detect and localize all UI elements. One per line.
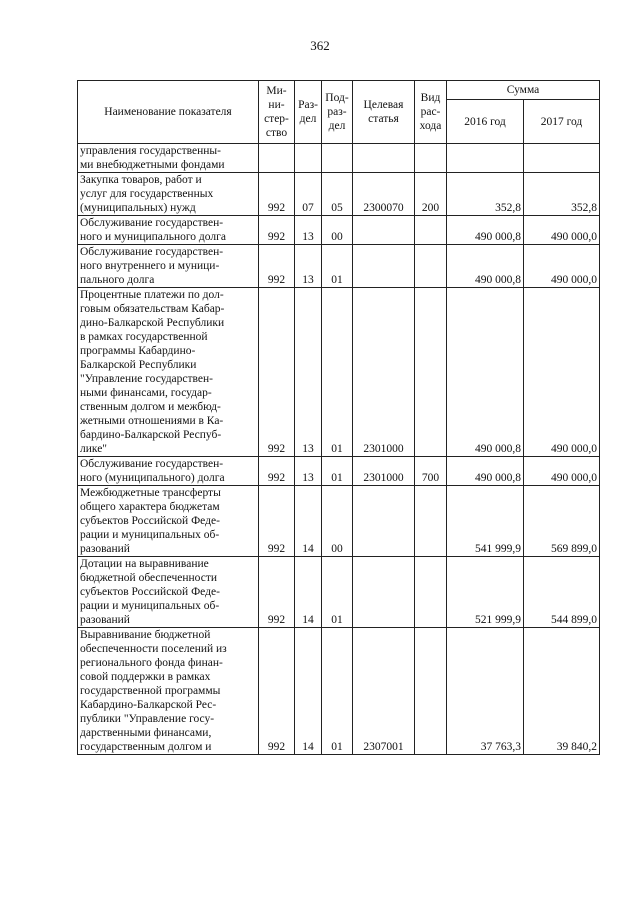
row-target: 2300070 [353, 173, 415, 216]
row-name: Дотации на выравнивание бюджетной обеспеченности субъектов Российской Феде- рации и муниципальных об- разований [78, 557, 259, 628]
row-ministry: 992 [259, 628, 295, 755]
row-expense-type [415, 628, 447, 755]
row-section: 13 [295, 245, 322, 288]
row-ministry: 992 [259, 216, 295, 245]
header-section [295, 81, 322, 144]
row-ministry: 992 [259, 557, 295, 628]
row-sum-2016 [447, 144, 524, 173]
row-subsection: 05 [322, 173, 353, 216]
row-expense-type [415, 486, 447, 557]
row-target [353, 144, 415, 173]
header-section-label: Раз- дел [298, 99, 318, 125]
row-section: 14 [295, 557, 322, 628]
row-target: 2301000 [353, 457, 415, 486]
table-row [78, 216, 600, 245]
header-name: Наименование показателя [78, 81, 259, 144]
row-sum-2017: 39 840,2 [524, 628, 600, 755]
table-row [78, 173, 600, 216]
row-expense-type [415, 144, 447, 173]
header-expense-type [415, 81, 447, 144]
row-sum-2016: 490 000,8 [447, 245, 524, 288]
table-row [78, 557, 600, 628]
row-sum-2016: 521 999,9 [447, 557, 524, 628]
row-expense-type: 200 [415, 173, 447, 216]
row-name: Межбюджетные трансферты общего характера бюджетам субъектов Российской Феде- рации и муниципальных об- разований [78, 486, 259, 557]
row-sum-2017: 490 000,0 [524, 216, 600, 245]
row-sum-2016: 37 763,3 [447, 628, 524, 755]
row-name: Выравнивание бюджетной обеспеченности поселений из регионального фонда финан- совой поддержки в рамках государственной программы Кабардино-Балкарской Рес- публики "Управление госу- дарственными финансами, государственным долгом и [78, 628, 259, 755]
row-name: Закупка товаров, работ и услуг для государственных (муниципальных) нужд [78, 173, 259, 216]
row-section: 14 [295, 486, 322, 557]
row-sum-2017: 490 000,0 [524, 245, 600, 288]
row-target [353, 557, 415, 628]
row-ministry: 992 [259, 288, 295, 457]
row-sum-2016: 352,8 [447, 173, 524, 216]
header-sum: Сумма [447, 81, 600, 100]
row-subsection: 01 [322, 457, 353, 486]
row-sum-2017 [524, 144, 600, 173]
header-ministry-label: Ми- ни- стер- ство [264, 85, 289, 139]
row-sum-2017: 490 000,0 [524, 457, 600, 486]
table-row [78, 245, 600, 288]
header-year-2017: 2017 год [524, 100, 600, 144]
row-section: 14 [295, 628, 322, 755]
header-subsection [322, 81, 353, 144]
row-target: 2301000 [353, 288, 415, 457]
row-sum-2016: 490 000,8 [447, 216, 524, 245]
row-name: Обслуживание государствен- ного внутреннего и муници- пального долга [78, 245, 259, 288]
row-name: Обслуживание государствен- ного (муниципального) долга [78, 457, 259, 486]
row-section: 07 [295, 173, 322, 216]
row-sum-2016: 490 000,8 [447, 288, 524, 457]
table-row [78, 628, 600, 755]
row-ministry: 992 [259, 486, 295, 557]
row-section: 13 [295, 288, 322, 457]
row-sum-2017: 544 899,0 [524, 557, 600, 628]
row-ministry: 992 [259, 173, 295, 216]
row-target: 2307001 [353, 628, 415, 755]
row-section: 13 [295, 216, 322, 245]
table-body [78, 144, 600, 755]
row-ministry: 992 [259, 457, 295, 486]
row-ministry: 992 [259, 245, 295, 288]
row-subsection: 00 [322, 216, 353, 245]
row-expense-type [415, 557, 447, 628]
header-expense-type-label: Вид рас- хода [419, 92, 442, 132]
row-expense-type: 700 [415, 457, 447, 486]
row-expense-type [415, 245, 447, 288]
row-subsection: 01 [322, 245, 353, 288]
row-target [353, 486, 415, 557]
header-year-2016: 2016 год [447, 100, 524, 144]
row-name: Процентные платежи по дол- говым обязательствам Кабар- дино-Балкарской Республики в рамках государственной программы Кабардино- Балкарской Республики "Управление государствен- ными финансами, государ- ственным долгом и межбюд- жетными отношениями в Ка- бардино-Балкарской Респуб- лике" [78, 288, 259, 457]
row-sum-2017: 352,8 [524, 173, 600, 216]
row-subsection: 01 [322, 557, 353, 628]
table-row [78, 457, 600, 486]
row-sum-2016: 490 000,8 [447, 457, 524, 486]
header-ministry [259, 81, 295, 144]
row-subsection: 01 [322, 288, 353, 457]
budget-table [77, 80, 600, 755]
row-ministry [259, 144, 295, 173]
row-subsection: 00 [322, 486, 353, 557]
row-subsection: 01 [322, 628, 353, 755]
table-row [78, 288, 600, 457]
row-target [353, 216, 415, 245]
header-subsection-label: Под- раз- дел [325, 92, 349, 132]
row-subsection [322, 144, 353, 173]
row-sum-2017: 569 899,0 [524, 486, 600, 557]
row-sum-2016: 541 999,9 [447, 486, 524, 557]
table-row [78, 486, 600, 557]
header-target-label: Целевая статья [363, 99, 404, 125]
row-target [353, 245, 415, 288]
header-target [353, 81, 415, 144]
table-row [78, 144, 600, 173]
row-name: управления государственны- ми внебюджетными фондами [78, 144, 259, 173]
row-sum-2017: 490 000,0 [524, 288, 600, 457]
row-expense-type [415, 216, 447, 245]
row-expense-type [415, 288, 447, 457]
row-section [295, 144, 322, 173]
row-section: 13 [295, 457, 322, 486]
page-number: 362 [310, 38, 330, 53]
row-name: Обслуживание государствен- ного и муниципального долга [78, 216, 259, 245]
